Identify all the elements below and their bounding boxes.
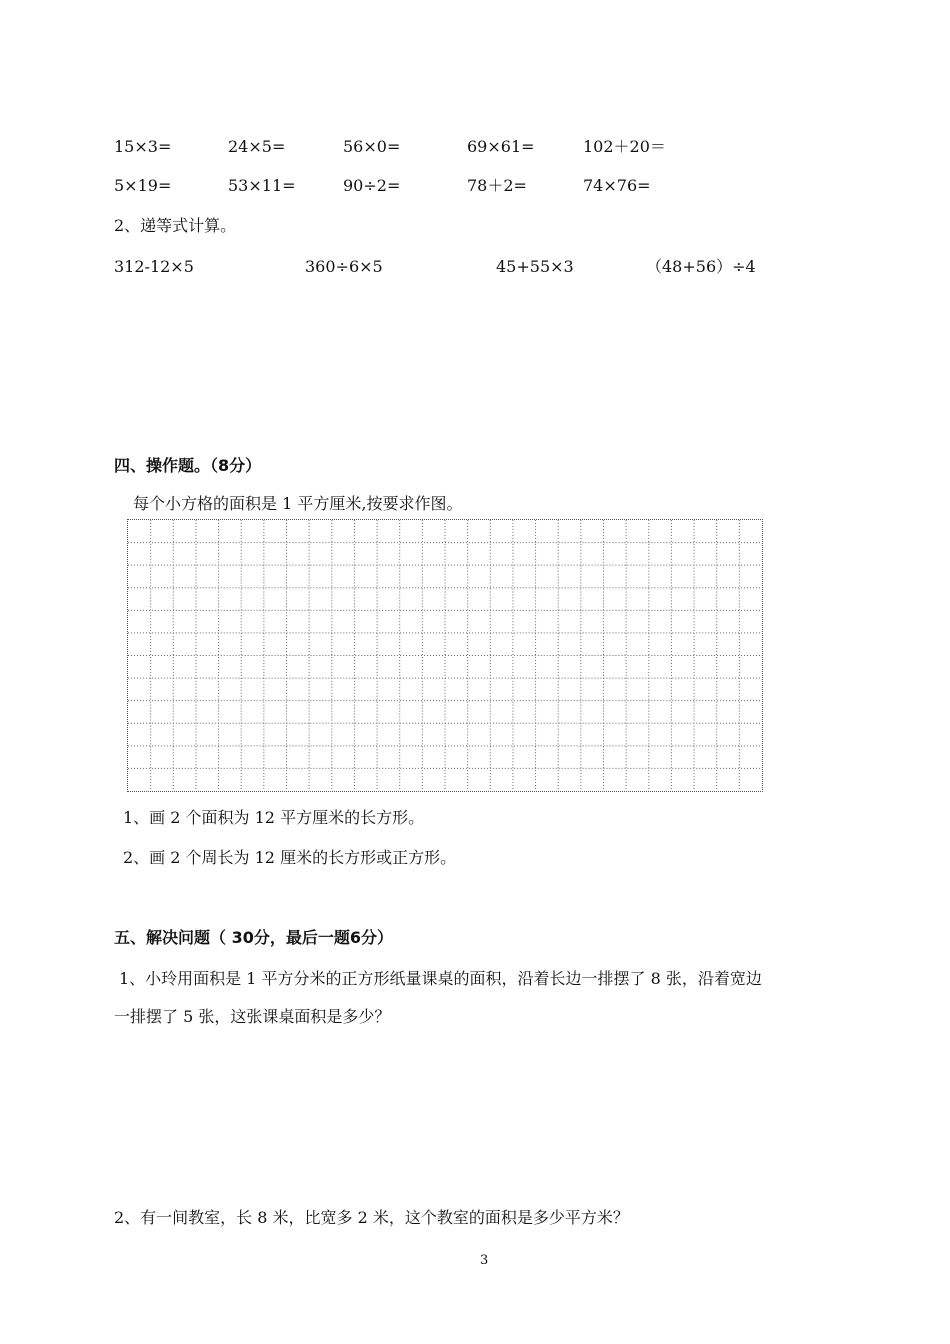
stepwise-item: （48+56）÷4 [646, 257, 756, 276]
page-number: 3 [480, 1253, 489, 1268]
calc-item: 69×61= [467, 137, 535, 156]
calc-item: 53×11= [228, 176, 296, 195]
calc-item: 24×5= [228, 137, 286, 156]
stepwise-item: 312-12×5 [114, 257, 194, 276]
stepwise-item: 360÷6×5 [305, 257, 383, 276]
drawing-grid[interactable] [127, 519, 763, 792]
section-4-task: 2、画 2 个周长为 12 厘米的长方形或正方形。 [123, 848, 457, 867]
calc-item: 78＋2= [467, 176, 527, 195]
calc-item: 56×0= [343, 137, 401, 156]
calc-item: 102＋20＝ [583, 137, 666, 156]
calc-item: 15×3= [114, 137, 172, 156]
section-4-intro: 每个小方格的面积是 1 平方厘米,按要求作图。 [133, 494, 463, 513]
question-1-line-1: 1、小玲用面积是 1 平方分米的正方形纸量课桌的面积，沿着长边一排摆了 8 张，沿着宽边 [119, 969, 762, 988]
stepwise-title: 2、递等式计算。 [114, 216, 237, 235]
section-4-heading: 四、操作题。（8分） [114, 456, 262, 475]
stepwise-item: 45+55×3 [496, 257, 574, 276]
question-1-line-2: 一排摆了 5 张，这张课桌面积是多少？ [114, 1007, 391, 1026]
section-5-heading: 五、解决问题（ 30分，最后一题6分） [114, 928, 393, 947]
calc-item: 5×19= [114, 176, 172, 195]
calc-item: 74×76= [583, 176, 651, 195]
question-2: 2、有一间教室，长 8 米，比宽多 2 米，这个教室的面积是多少平方米？ [114, 1208, 629, 1227]
section-4-task: 1、画 2 个面积为 12 平方厘米的长方形。 [123, 808, 425, 827]
calc-item: 90÷2= [343, 176, 401, 195]
